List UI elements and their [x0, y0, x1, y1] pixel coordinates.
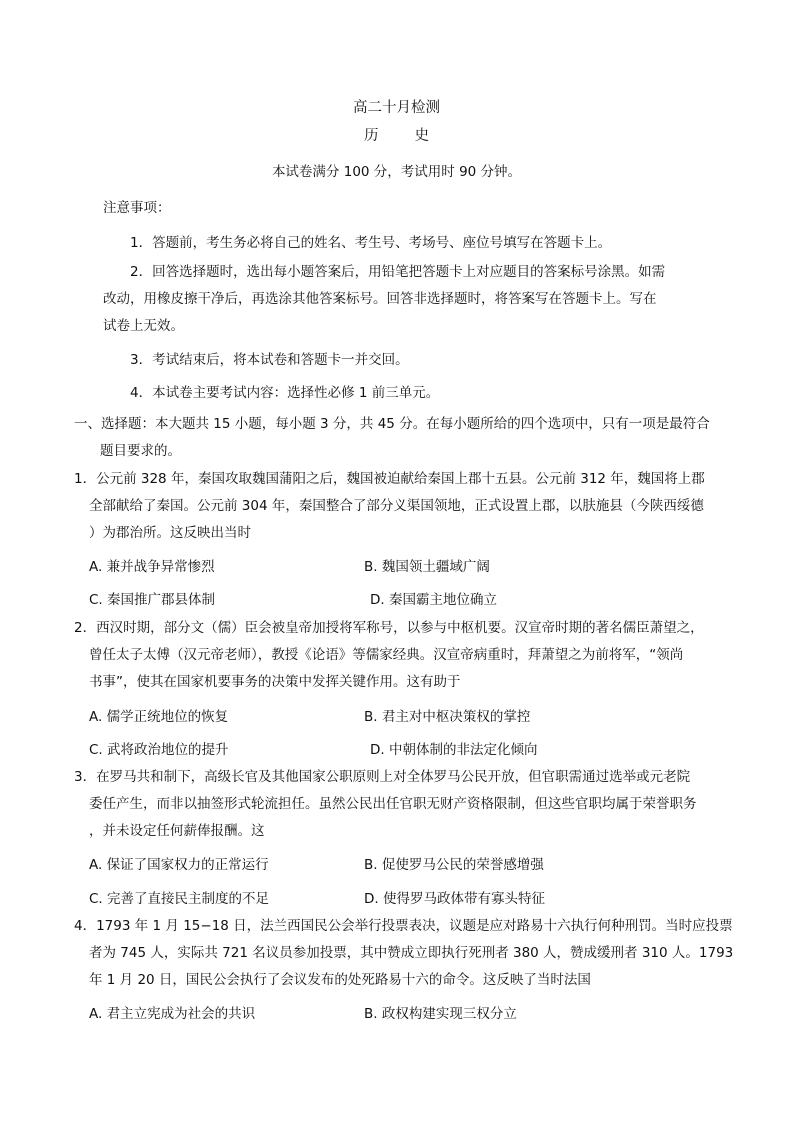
question-4-option-b[interactable]: B. 政权构建实现三权分立: [364, 1006, 517, 1022]
exam-title: 高二十月检测: [353, 100, 440, 116]
question-1-line: ）为郡治所。这反映出当时: [89, 525, 251, 541]
question-3-line: 3．在罗马共和制下，高级长官及其他国家公职原则上对全体罗马公民开放，但官职需通过选举或元老院: [74, 769, 691, 785]
question-2-line: 2．西汉时期，部分文（儒）臣会被皇帝加授将军称号，以参与中枢机要。汉宣帝时期的著名儒臣萧望之，: [74, 620, 704, 636]
subject-title: [0, 124, 793, 145]
question-3-option-a[interactable]: A. 保证了国家权力的正常运行: [89, 857, 269, 873]
question-3-line: ，并未设定任何薪俸报酬。这: [89, 823, 265, 839]
question-4-line: 年 1 月 20 日，国民公会执行了会议发布的处死路易十六的命令。这反映了当时法国: [89, 972, 591, 988]
exam-description: 本试卷满分 100 分，考试用时 90 分钟。: [271, 164, 522, 180]
question-3-line: 委任产生，而非以抽签形式轮流担任。虽然公民出任官职无财产资格限制，但这些官职均属于荣誉职务: [89, 796, 697, 812]
notes-heading: 注意事项：: [103, 200, 171, 216]
section-heading: 一、选择题：本大题共 15 小题，每小题 3 分，共 45 分。在每小题所给的四个选项中，只有一项是最符合: [74, 416, 710, 432]
note-item: 1．答题前，考生务必将自己的姓名、考生号、考场号、座位号填写在答题卡上。: [130, 235, 612, 251]
question-1-option-d[interactable]: D. 秦国霸主地位确立: [370, 592, 497, 608]
note-item: 4．本试卷主要考试内容：选择性必修 1 前三单元。: [130, 385, 440, 401]
question-3-option-b[interactable]: B. 促使罗马公民的荣誉感增强: [364, 857, 544, 873]
question-4-option-a[interactable]: A. 君主立宪成为社会的共识: [89, 1006, 256, 1022]
question-2-option-d[interactable]: D. 中朝体制的非法定化倾向: [370, 742, 538, 758]
question-1-line: 1．公元前 328 年，秦国攻取魏国蒲阳之后，魏国被迫献给秦国上郡十五县。公元前 312 年，魏国将上郡: [74, 471, 705, 487]
note-item: 3．考试结束后，将本试卷和答题卡一并交回。: [130, 352, 409, 368]
subject-char: 史: [414, 128, 429, 144]
note-item-cont: 试卷上无效。: [103, 318, 184, 334]
question-4-line: 者为 745 人，实际共 721 名议员参加投票，其中赞成立即执行死刑者 380 人，赞成缓刑者 310 人。1793: [89, 945, 734, 961]
question-2-line: 书事”，使其在国家机要事务的决策中发挥关键作用。这有助于: [89, 674, 461, 690]
question-2-option-c[interactable]: C. 武将政治地位的提升: [89, 742, 229, 758]
question-1-option-c[interactable]: C. 秦国推广郡县体制: [89, 592, 216, 608]
question-3-option-c[interactable]: C. 完善了直接民主制度的不足: [89, 891, 270, 907]
question-1-option-a[interactable]: A. 兼并战争异常惨烈: [89, 559, 215, 575]
question-4-line: 4．1793 年 1 月 15−18 日，法兰西国民公会举行投票表决，议题是应对路易十六执行何种刑罚。当时应投票: [74, 918, 733, 934]
section-heading-cont: 题目要求的。: [100, 443, 181, 459]
question-1-line: 全部献给了秦国。公元前 304 年，秦国整合了部分义渠国领地，正式设置上郡，以肤施县（今陕西绥德: [89, 498, 704, 514]
question-2-line: 曾任太子太傅（汉元帝老师），教授《论语》等儒家经典。汉宣帝病重时，拜萧望之为前将军，“领尚: [89, 647, 684, 663]
note-item-cont: 改动，用橡皮擦干净后，再选涂其他答案标号。回答非选择题时，将答案写在答题卡上。写在: [103, 291, 657, 307]
question-2-option-b[interactable]: B. 君主对中枢决策权的掌控: [364, 709, 531, 725]
note-item: 2．回答选择题时，选出每小题答案后，用铅笔把答题卡上对应题目的答案标号涂黑。如需: [130, 264, 666, 280]
question-3-option-d[interactable]: D. 使得罗马政体带有寡头特征: [364, 891, 545, 907]
subject-char: 历: [364, 128, 379, 144]
question-1-option-b[interactable]: B. 魏国领土疆域广阔: [364, 559, 490, 575]
question-2-option-a[interactable]: A. 儒学正统地位的恢复: [89, 709, 229, 725]
